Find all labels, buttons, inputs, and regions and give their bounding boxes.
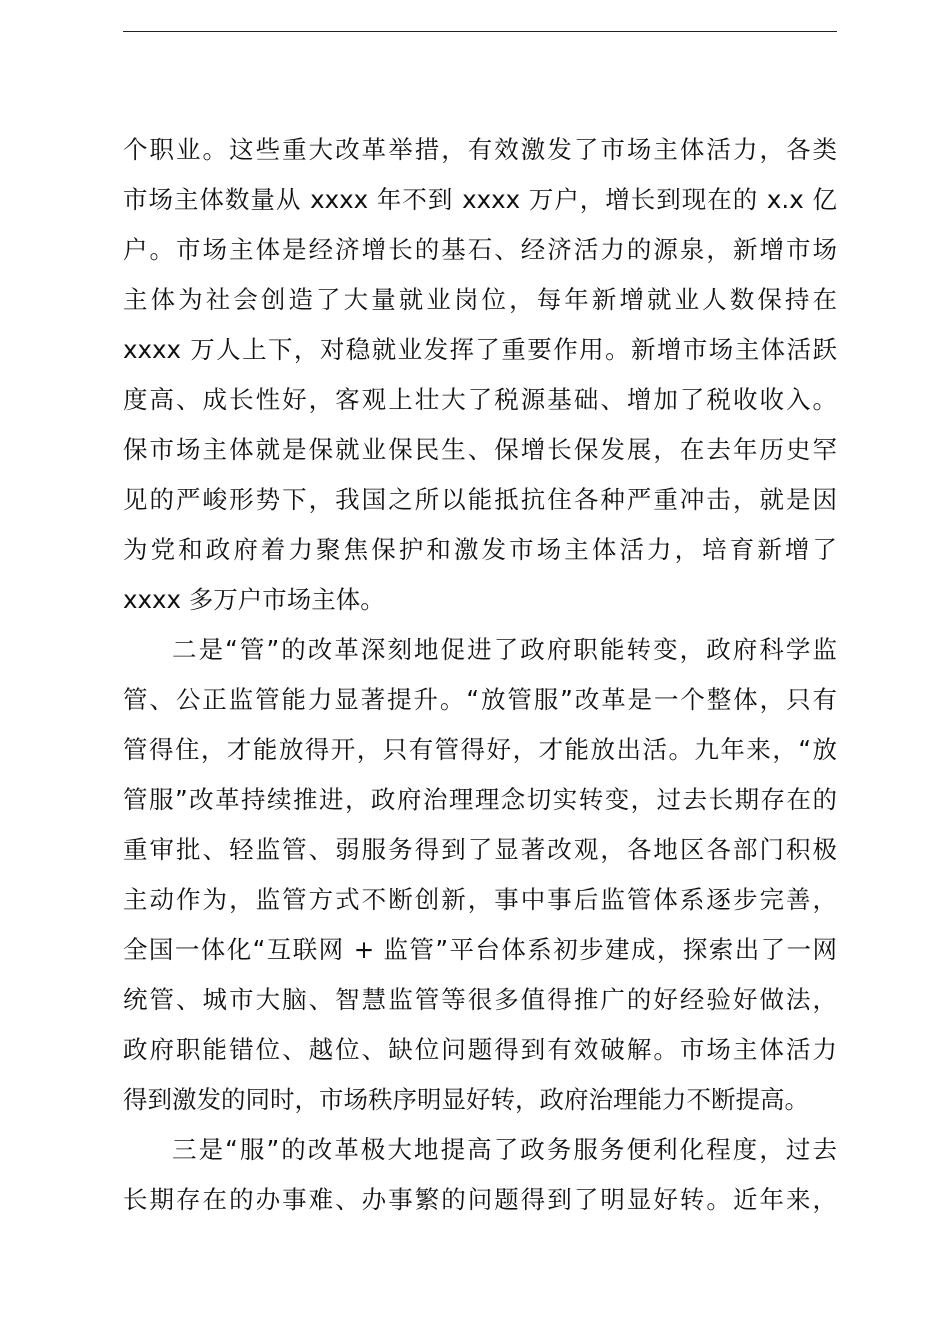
text-line: 市场主体数量从 xxxx 年不到 xxxx 万户，增长到现在的 x.x 亿 [123, 185, 837, 214]
paragraph-start-line: 三是“服”的改革极大地提高了政务服务便利化程度，过去 [172, 1135, 837, 1164]
text-line: 政府职能错位、越位、缺位问题得到有效破解。市场主体活力 [123, 1035, 837, 1064]
text-line: 保市场主体就是保就业保民生、保增长保发展，在去年历史罕 [123, 435, 837, 464]
text-line: 主动作为，监管方式不断创新，事中事后监管体系逐步完善， [123, 885, 837, 914]
paragraph-start-line: 二是“管”的改革深刻地促进了政府职能转变，政府科学监 [172, 635, 837, 664]
text-line: 管、公正监管能力显著提升。“放管服”改革是一个整体，只有 [123, 685, 837, 714]
text-line: 重审批、轻监管、弱服务得到了显著改观，各地区各部门积极 [123, 835, 837, 864]
body-text [123, 125, 837, 1225]
text-line: 统管、城市大脑、智慧监管等很多值得推广的好经验好做法， [123, 985, 837, 1014]
text-line: xxxx 万人上下，对稳就业发挥了重要作用。新增市场主体活跃 [123, 335, 837, 364]
text-line: 得到激发的同时，市场秩序明显好转，政府治理能力不断提高。 [123, 1085, 809, 1114]
text-line: 个职业。这些重大改革举措，有效激发了市场主体活力，各类 [123, 135, 837, 164]
text-line: 管得住，才能放得开，只有管得好，才能放出活。九年来，“放 [123, 735, 837, 764]
text-line: 主体为社会创造了大量就业岗位，每年新增就业人数保持在 [123, 285, 837, 314]
text-line: 管服”改革持续推进，政府治理理念切实转变，过去长期存在的 [123, 785, 837, 814]
text-line: 为党和政府着力聚焦保护和激发市场主体活力，培育新增了 [123, 535, 837, 564]
header-rule [123, 31, 837, 32]
text-line: 户。市场主体是经济增长的基石、经济活力的源泉，新增市场 [123, 235, 837, 264]
text-line: 度高、成长性好，客观上壮大了税源基础、增加了税收收入。 [123, 385, 837, 414]
text-line: 见的严峻形势下，我国之所以能抵抗住各种严重冲击，就是因 [123, 485, 837, 514]
text-line: 全国一体化“互联网 + 监管”平台体系初步建成，探索出了一网 [123, 935, 837, 964]
text-line: 长期存在的办事难、办事繁的问题得到了明显好转。近年来， [123, 1185, 837, 1214]
text-line: xxxx 多万户市场主体。 [123, 585, 385, 614]
